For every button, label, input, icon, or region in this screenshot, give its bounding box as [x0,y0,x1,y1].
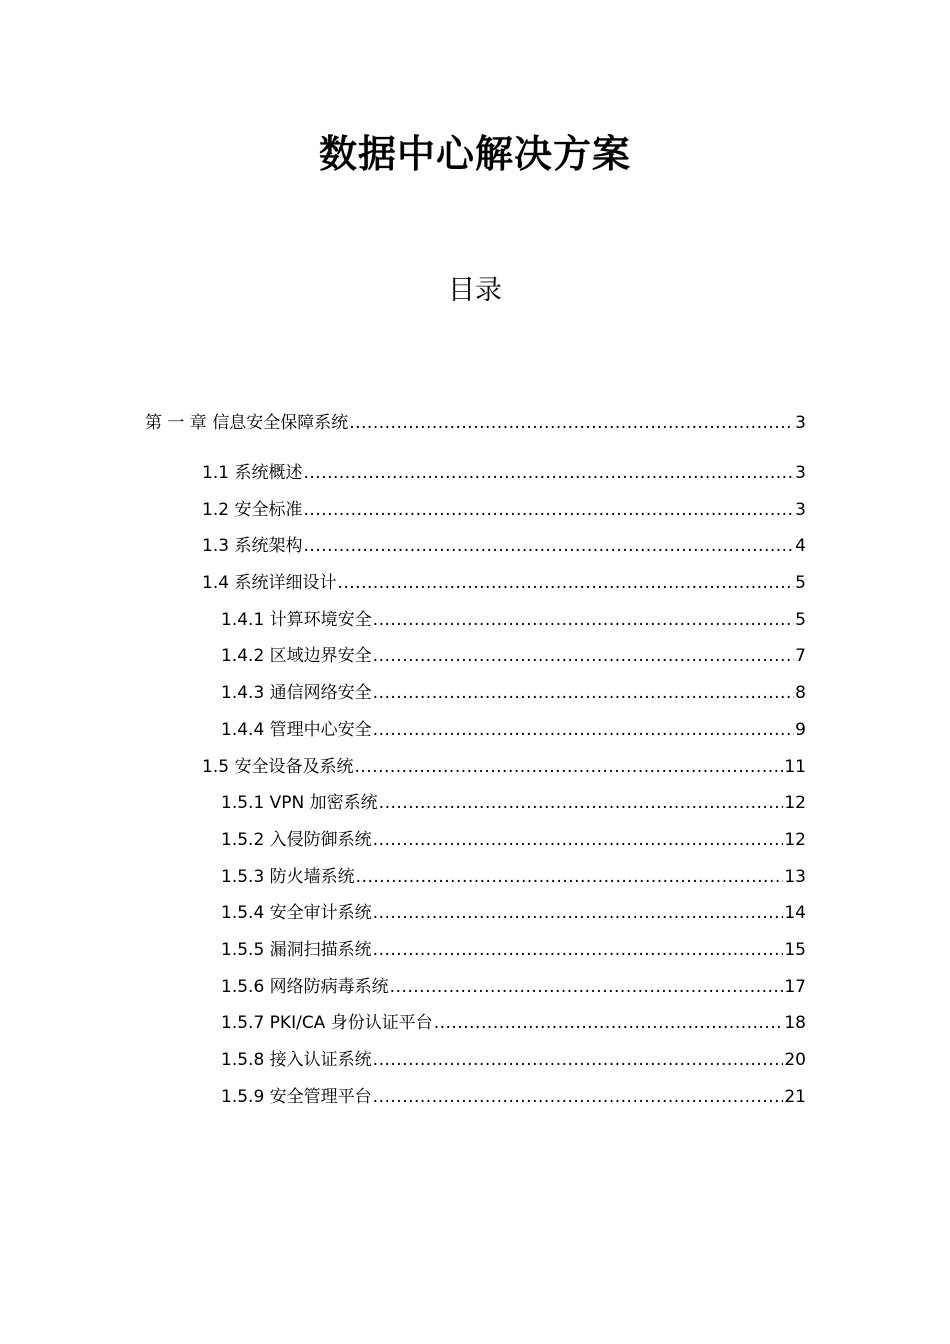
toc-entry-page: 12 [784,793,806,813]
toc-entry-1-3[interactable] [202,533,806,559]
toc-entry-page: 3 [795,413,806,433]
toc-entry-page: 5 [795,610,806,630]
toc-leader-dots [373,680,795,706]
toc-entry-label: 安全标准 [234,500,303,520]
toc-entry-1-1[interactable] [202,460,806,486]
toc-entry-1-5-3[interactable] [221,864,806,890]
toc-entry-number: 第 一 章 [145,413,213,433]
toc-leader-dots [354,754,783,780]
toc-entry-page: 13 [784,867,806,887]
toc-entry-label: 漏洞扫描系统 [269,940,372,960]
toc-entry-number: 1.2 [202,500,235,520]
toc-entry-label: 接入认证系统 [269,1050,372,1070]
toc-entry-label: VPN 加密系统 [269,793,378,813]
toc-entry-page: 4 [795,536,806,556]
toc-entry-number: 1.4 [202,573,235,593]
toc-entry-label: PKI/CA 身份认证平台 [269,1013,433,1033]
toc-entry-page: 3 [795,463,806,483]
toc-entry-1-5-8[interactable] [221,1047,806,1073]
toc-entry-1-5-1[interactable] [221,790,806,816]
toc-entry-1-5-7[interactable] [221,1010,806,1036]
toc-leader-dots [434,1010,784,1036]
toc-entry-number: 1.5.9 [221,1087,270,1107]
toc-entry-number: 1.1 [202,463,235,483]
toc-leader-dots [303,533,794,559]
toc-leader-dots [373,643,795,669]
toc-leader-dots [373,717,795,743]
toc-entry-label: 入侵防御系统 [269,830,372,850]
toc-entry-label: 网络防病毒系统 [269,977,389,997]
document-title: 数据中心解决方案 [318,132,631,176]
toc-leader-dots [373,937,784,963]
toc-entry-page: 5 [795,573,806,593]
toc-entry-1-5-4[interactable] [221,900,806,926]
toc-entry-page: 8 [795,683,806,703]
toc-leader-dots [373,1047,784,1073]
toc-entry-page: 14 [784,903,806,923]
toc-entry-number: 1.5 [202,757,235,777]
toc-entry-1-4[interactable] [202,570,806,596]
toc-entry-number: 1.4.1 [221,610,270,630]
toc-entry-page: 9 [795,720,806,740]
toc-leader-dots [373,827,784,853]
toc-entry-1-2[interactable] [202,497,806,523]
toc-entry-1-4-1[interactable] [221,607,806,633]
toc-entry-number: 1.4.4 [221,720,270,740]
toc-entry-label: 系统详细设计 [234,573,337,593]
toc-leader-dots [390,974,784,1000]
toc-entry-number: 1.5.7 [221,1013,270,1033]
toc-entry-page: 20 [784,1050,806,1070]
toc-entry-number: 1.5.6 [221,977,270,997]
toc-entry-1-5-6[interactable] [221,974,806,1000]
toc-leader-dots [373,1084,784,1110]
toc-entry-1-5[interactable] [202,754,806,780]
toc-entry-label: 防火墙系统 [269,867,355,887]
toc-entry-1-5-5[interactable] [221,937,806,963]
toc-entry-chapter-1[interactable] [145,410,806,436]
toc-entry-label: 安全审计系统 [269,903,372,923]
toc-entry-label: 区域边界安全 [269,646,372,666]
toc-entry-1-4-3[interactable] [221,680,806,706]
toc-entry-page: 11 [784,757,806,777]
toc-heading: 目录 [448,275,502,306]
toc-entry-page: 12 [784,830,806,850]
toc-entry-label: 信息安全保障系统 [212,413,349,433]
toc-entry-label: 系统架构 [234,536,303,556]
toc-entry-label: 管理中心安全 [269,720,372,740]
toc-leader-dots [373,900,784,926]
toc-leader-dots [373,607,795,633]
toc-entry-page: 15 [784,940,806,960]
toc-entry-label: 系统概述 [234,463,303,483]
toc-entry-number: 1.5.4 [221,903,270,923]
toc-entry-number: 1.5.1 [221,793,270,813]
toc-leader-dots [356,864,784,890]
toc-entry-number: 1.5.5 [221,940,270,960]
toc-entry-page: 21 [784,1087,806,1107]
toc-entry-1-4-2[interactable] [221,643,806,669]
toc-entry-number: 1.4.2 [221,646,270,666]
toc-entry-1-4-4[interactable] [221,717,806,743]
toc-entry-page: 18 [784,1013,806,1033]
toc-entry-page: 7 [795,646,806,666]
toc-entry-label: 安全管理平台 [269,1087,372,1107]
toc-entry-page: 3 [795,500,806,520]
toc-leader-dots [303,497,794,523]
toc-entry-number: 1.3 [202,536,235,556]
toc-entry-label: 安全设备及系统 [234,757,354,777]
toc-entry-1-5-9[interactable] [221,1084,806,1110]
toc-leader-dots [337,570,794,596]
toc-entry-number: 1.5.3 [221,867,270,887]
toc-entry-number: 1.5.8 [221,1050,270,1070]
toc-entry-number: 1.5.2 [221,830,270,850]
toc-leader-dots [379,790,784,816]
toc-entry-label: 计算环境安全 [269,610,372,630]
toc-entry-number: 1.4.3 [221,683,270,703]
toc-leader-dots [303,460,794,486]
toc-entry-label: 通信网络安全 [269,683,372,703]
toc-leader-dots [349,410,794,436]
toc-entry-page: 17 [784,977,806,997]
toc-entry-1-5-2[interactable] [221,827,806,853]
